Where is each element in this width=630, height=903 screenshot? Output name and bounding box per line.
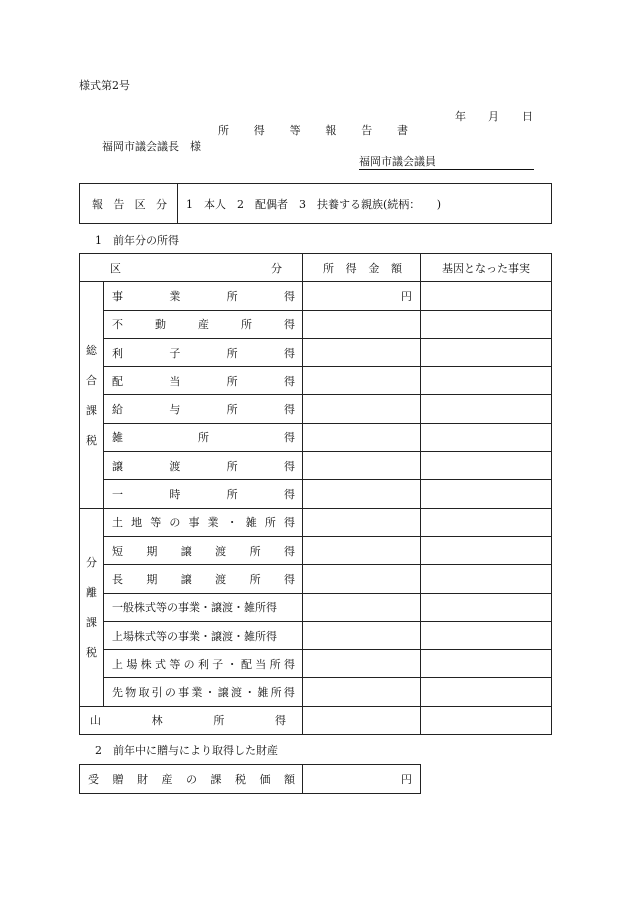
income-amount-cell[interactable]	[303, 282, 421, 310]
income-row	[80, 480, 552, 508]
reporter-name-line[interactable]: 福岡市議会議員	[359, 156, 534, 170]
income-amount-cell[interactable]	[303, 650, 421, 678]
income-row	[80, 536, 552, 564]
income-fact-cell[interactable]	[421, 650, 552, 678]
income-fact-cell[interactable]	[421, 621, 552, 649]
income-type-label: 土 地 等 の 事 業 ・ 雑 所 得	[112, 516, 295, 530]
general-taxation-group-label	[80, 282, 104, 508]
income-type-label: 雑 所 得	[112, 431, 295, 445]
income-type-cell	[104, 452, 303, 480]
income-header-row	[80, 254, 552, 282]
income-type-cell	[104, 508, 303, 536]
income-row	[80, 452, 552, 480]
income-fact-cell[interactable]	[421, 452, 552, 480]
income-fact-cell[interactable]	[421, 367, 552, 395]
gift-row	[80, 765, 421, 794]
forest-income-label-cell	[80, 706, 303, 734]
income-amount-cell[interactable]	[303, 536, 421, 564]
income-row	[80, 621, 552, 649]
forest-income-label: 山 林 所 得	[90, 714, 286, 728]
income-type-cell	[104, 678, 303, 706]
income-type-label: 利 子 所 得	[112, 346, 295, 360]
income-fact-cell[interactable]	[421, 282, 552, 310]
income-fact-cell[interactable]	[421, 678, 552, 706]
income-row	[80, 395, 552, 423]
income-fact-cell[interactable]	[421, 310, 552, 338]
income-fact-cell[interactable]	[421, 706, 552, 734]
report-category-label: 報 告 区 分	[92, 197, 167, 211]
report-category-label-cell	[80, 184, 178, 224]
income-type-cell	[104, 565, 303, 593]
income-type-label: 先 物 取 引 の 事 業 ・ 譲 渡 ・ 雑 所 得	[112, 686, 295, 700]
income-amount-cell[interactable]	[303, 423, 421, 451]
income-row	[80, 367, 552, 395]
report-category-options-cell[interactable]	[178, 184, 552, 224]
income-type-label: 上場株式等の事業・譲渡・雑所得	[112, 629, 277, 643]
income-fact-cell[interactable]	[421, 536, 552, 564]
gift-amount-cell[interactable]	[303, 765, 421, 794]
income-type-label: 一 時 所 得	[112, 488, 295, 502]
addressee: 福岡市議会議長 様	[102, 140, 201, 153]
date-day-label: 日	[522, 110, 533, 123]
header-amount	[303, 254, 421, 282]
date-month-label: 月	[488, 110, 499, 123]
income-row	[80, 565, 552, 593]
income-type-cell	[104, 621, 303, 649]
income-fact-cell[interactable]	[421, 565, 552, 593]
income-type-label: 短 期 譲 渡 所 得	[112, 544, 295, 558]
income-row	[80, 338, 552, 366]
header-fact: 基因となった事実	[421, 254, 552, 282]
income-amount-cell[interactable]	[303, 565, 421, 593]
yen-unit: 円	[401, 289, 412, 303]
income-table-body	[80, 254, 552, 735]
income-amount-cell[interactable]	[303, 452, 421, 480]
income-amount-cell[interactable]	[303, 508, 421, 536]
income-type-cell	[104, 395, 303, 423]
income-type-cell	[104, 423, 303, 451]
income-fact-cell[interactable]	[421, 395, 552, 423]
separate-taxation-vertical-text: 分 離 課 税	[86, 556, 97, 660]
income-amount-cell[interactable]	[303, 338, 421, 366]
income-fact-cell[interactable]	[421, 508, 552, 536]
income-amount-cell[interactable]	[303, 678, 421, 706]
date-year-label: 年	[455, 110, 466, 123]
income-row	[80, 310, 552, 338]
income-type-label: 一般株式等の事業・譲渡・雑所得	[112, 601, 277, 615]
income-type-label: 不 動 産 所 得	[112, 318, 295, 332]
report-category-table	[79, 183, 552, 224]
document-title: 所 得 等 報 告 書	[218, 124, 408, 137]
section2-heading: 2 前年中に贈与により取得した財産	[95, 744, 278, 757]
gift-label: 受 贈 財 産 の 課 税 価 額	[88, 773, 295, 786]
general-taxation-vertical-text: 総 合 課 税	[86, 343, 97, 447]
header-amount-label: 所 得 金 額	[323, 261, 402, 275]
income-type-cell	[104, 650, 303, 678]
income-amount-cell[interactable]	[303, 395, 421, 423]
income-amount-cell[interactable]	[303, 310, 421, 338]
income-type-label: 事 業 所 得	[112, 289, 295, 303]
income-type-cell	[104, 536, 303, 564]
income-amount-cell[interactable]	[303, 593, 421, 621]
gift-label-cell	[80, 765, 303, 794]
income-type-cell	[104, 310, 303, 338]
header-kubun-label: 区 分	[110, 261, 282, 275]
income-fact-cell[interactable]	[421, 480, 552, 508]
income-table	[79, 253, 552, 735]
income-type-label: 上 場 株 式 等 の 利 子 ・ 配 当 所 得	[112, 657, 295, 671]
income-amount-cell[interactable]	[303, 621, 421, 649]
income-row	[80, 423, 552, 451]
income-amount-cell[interactable]	[303, 706, 421, 734]
gift-table	[79, 764, 421, 794]
report-category-options: 1 本人 2 配偶者 3 扶養する親族(続柄： )	[186, 197, 442, 211]
income-type-label: 譲 渡 所 得	[112, 459, 295, 473]
header-kubun	[80, 254, 303, 282]
income-type-label: 給 与 所 得	[112, 403, 295, 417]
income-type-label: 長 期 譲 渡 所 得	[112, 572, 295, 586]
income-type-label: 配 当 所 得	[112, 374, 295, 388]
forest-income-row	[80, 706, 552, 734]
income-type-cell	[104, 282, 303, 310]
income-row	[80, 282, 552, 310]
separate-taxation-group-label	[80, 508, 104, 706]
income-fact-cell[interactable]	[421, 593, 552, 621]
section1-heading: 1 前年分の所得	[95, 234, 179, 247]
income-row	[80, 678, 552, 706]
form-number: 様式第2号	[79, 79, 130, 92]
income-type-cell	[104, 367, 303, 395]
income-fact-cell[interactable]	[421, 423, 552, 451]
income-type-cell	[104, 480, 303, 508]
income-type-cell	[104, 593, 303, 621]
income-row	[80, 650, 552, 678]
gift-yen-unit: 円	[401, 773, 412, 786]
income-row	[80, 593, 552, 621]
income-fact-cell[interactable]	[421, 338, 552, 366]
income-amount-cell[interactable]	[303, 367, 421, 395]
income-amount-cell[interactable]	[303, 480, 421, 508]
income-type-cell	[104, 338, 303, 366]
income-row	[80, 508, 552, 536]
